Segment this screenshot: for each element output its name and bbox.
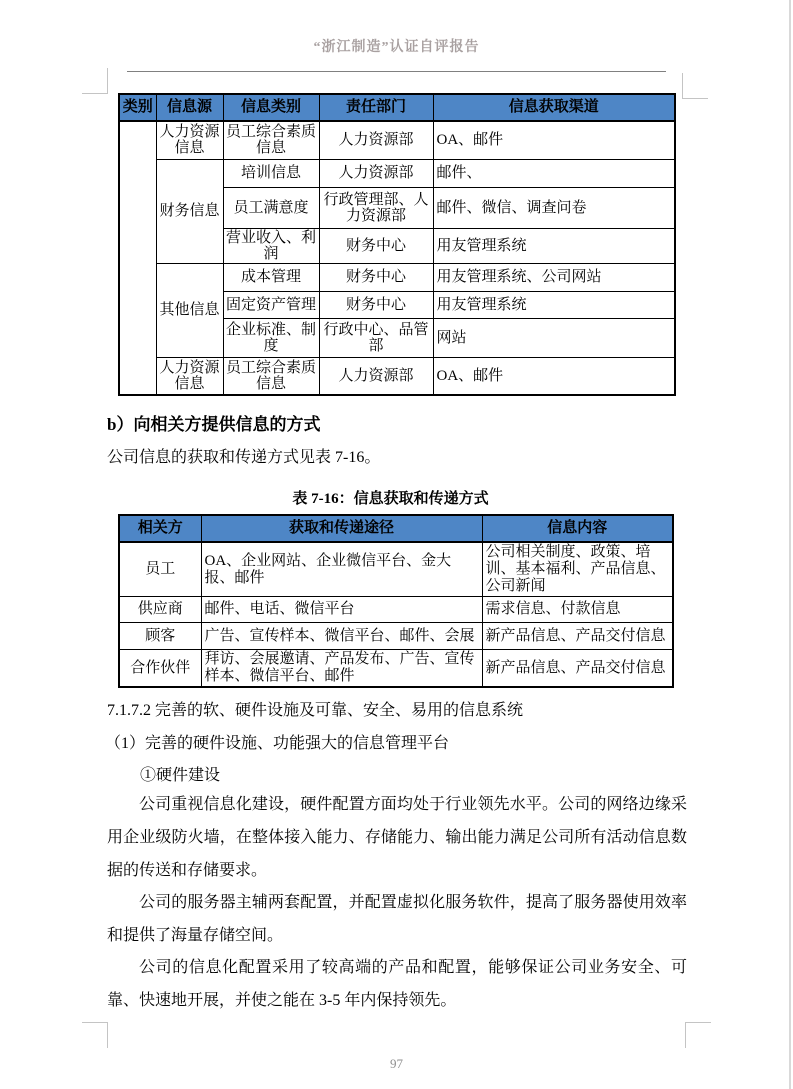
- paragraph-hardware-2: 公司的服务器主辅两套配置，并配置虚拟化服务软件，提高了服务器使用效率和提供了海量存储空间。: [107, 894, 687, 944]
- table-row: [119, 159, 675, 187]
- page-header-title: “浙江制造”认证自评报告: [313, 40, 480, 55]
- dept-cell: 财务中心: [319, 291, 433, 318]
- table-header-row: [119, 94, 675, 121]
- party-cell: 顾客: [119, 623, 201, 650]
- channel-cell: 用友管理系统: [433, 228, 675, 263]
- col-header-type: 信息类别: [223, 94, 319, 121]
- corner-mark-bottom-left: [82, 1022, 108, 1048]
- table-header-row: [119, 515, 673, 542]
- corner-mark-top-right: [682, 73, 708, 99]
- content-cell: 新产品信息、产品交付信息: [482, 650, 673, 688]
- paragraph-hardware-3: 公司的信息化配置采用了较高端的产品和配置，能够保证公司业务安全、可靠、快速地开展，并使之能在 3-5 年内保持领先。: [107, 959, 687, 1009]
- table-row: [119, 650, 673, 688]
- channels-cell: 邮件、电话、微信平台: [201, 597, 482, 623]
- section-b-heading: b）向相关方提供信息的方式: [107, 415, 321, 434]
- header-rule: [127, 71, 666, 72]
- col-header-dept: 责任部门: [319, 94, 433, 121]
- source-cell: 财务信息: [156, 159, 223, 263]
- dept-cell: 人力资源部: [319, 121, 433, 159]
- corner-mark-top-left: [82, 68, 108, 94]
- channel-cell: OA、邮件: [433, 121, 675, 159]
- content-cell: 新产品信息、产品交付信息: [482, 623, 673, 650]
- table-row: [119, 263, 675, 291]
- category-cell: [119, 121, 156, 395]
- dept-cell: 财务中心: [319, 263, 433, 291]
- dept-cell: 行政中心、品管部: [319, 318, 433, 357]
- type-cell: 员工综合素质信息: [223, 357, 319, 395]
- type-cell: 员工满意度: [223, 187, 319, 228]
- section-b-intro: 公司信息的获取和传递方式见表 7-16。: [107, 449, 381, 466]
- col-header-category: 类别: [119, 94, 156, 121]
- party-cell: 供应商: [119, 597, 201, 623]
- party-cell: 员工: [119, 542, 201, 597]
- table-row: [119, 597, 673, 623]
- table-row: [119, 542, 673, 597]
- section-7172-heading: 7.1.7.2 完善的软、硬件设施及可靠、安全、易用的信息系统: [107, 702, 524, 719]
- channel-cell: 用友管理系统: [433, 291, 675, 318]
- content-cell: 公司相关制度、政策、培训、基本福利、产品信息、公司新闻: [482, 542, 673, 597]
- source-cell: 人力资源信息: [156, 121, 223, 159]
- type-cell: 企业标准、制度: [223, 318, 319, 357]
- channel-cell: 网站: [433, 318, 675, 357]
- source-cell: 其他信息: [156, 263, 223, 357]
- dept-cell: 财务中心: [319, 228, 433, 263]
- col-header-party: 相关方: [119, 515, 201, 542]
- channel-cell: 用友管理系统、公司网站: [433, 263, 675, 291]
- type-cell: 营业收入、利润: [223, 228, 319, 263]
- dept-cell: 人力资源部: [319, 159, 433, 187]
- info-acquisition-table: [118, 93, 676, 396]
- corner-mark-bottom-right: [685, 1022, 711, 1048]
- channel-cell: 邮件、: [433, 159, 675, 187]
- col-header-content: 信息内容: [482, 515, 673, 542]
- table-row: [119, 357, 675, 395]
- page-edge-line: [789, 0, 791, 1089]
- subsection-1-heading: （1）完善的硬件设施、功能强大的信息管理平台: [105, 735, 450, 752]
- channels-cell: 广告、宣传样本、微信平台、邮件、会展: [201, 623, 482, 650]
- type-cell: 成本管理: [223, 263, 319, 291]
- party-cell: 合作伙伴: [119, 650, 201, 688]
- channel-cell: 邮件、微信、调查问卷: [433, 187, 675, 228]
- col-header-channel: 信息获取渠道: [433, 94, 675, 121]
- content-cell: 需求信息、付款信息: [482, 597, 673, 623]
- page-number: 97: [390, 1056, 403, 1071]
- type-cell: 固定资产管理: [223, 291, 319, 318]
- info-transfer-table: [118, 514, 674, 688]
- table-row: [119, 121, 675, 159]
- paragraph-hardware-1: 公司重视信息化建设，硬件配置方面均处于行业领先水平。公司的网络边缘采用企业级防火墙，在整体接入能力、存储能力、输出能力满足公司所有活动信息数据的传送和存储要求。: [107, 796, 687, 879]
- col-header-source: 信息源: [156, 94, 223, 121]
- dept-cell: 人力资源部: [319, 357, 433, 395]
- type-cell: 培训信息: [223, 159, 319, 187]
- channels-cell: 拜访、会展邀请、产品发布、广告、宣传样本、微信平台、邮件: [201, 650, 482, 688]
- type-cell: 员工综合素质信息: [223, 121, 319, 159]
- source-cell: 人力资源信息: [156, 357, 223, 395]
- channels-cell: OA、企业网站、企业微信平台、金大报、邮件: [201, 542, 482, 597]
- table-7-16-caption: 表 7-16：信息获取和传递方式: [292, 491, 489, 507]
- table-row: [119, 623, 673, 650]
- dept-cell: 行政管理部、人力资源部: [319, 187, 433, 228]
- channel-cell: OA、邮件: [433, 357, 675, 395]
- hardware-item-heading: ①硬件建设: [140, 767, 221, 784]
- col-header-channels: 获取和传递途径: [201, 515, 482, 542]
